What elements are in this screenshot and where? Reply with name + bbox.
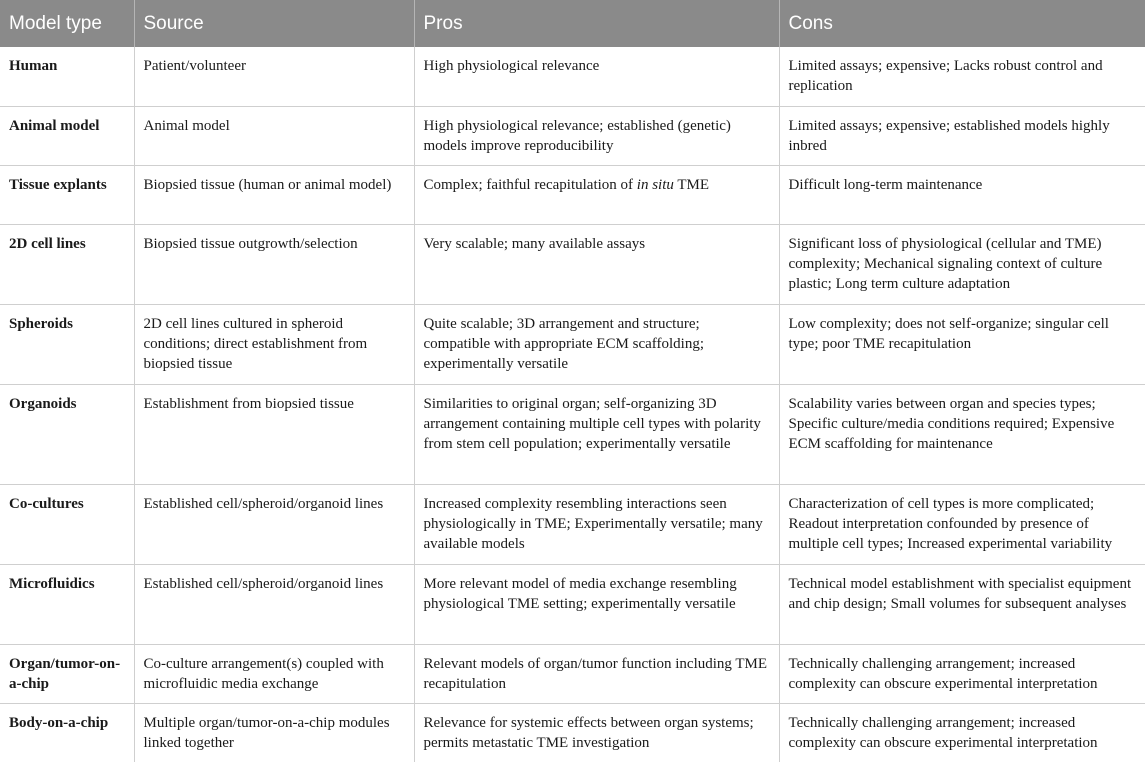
cell-model: Human [9, 58, 58, 74]
cell-cons: Low complexity; does not self-organize; singular cell type; poor TME recapitulation [779, 304, 1145, 384]
cell-source: Established cell/spheroid/organoid lines [134, 484, 414, 564]
cell-pros: More relevant model of media exchange resembling physiological TME setting; experimentally versatile [414, 564, 779, 644]
table-row [0, 564, 1145, 644]
cell-model: Animal model [0, 106, 134, 165]
cell-source: Animal model [134, 106, 414, 165]
header-pros: Pros [414, 0, 779, 47]
cell-model: Organoids [0, 384, 134, 484]
table-row [0, 304, 1145, 384]
cell-source: Patient/volunteer [134, 47, 414, 106]
cell-pros: High physiological relevance [414, 47, 779, 106]
cell-pros: Very scalable; many available assays [414, 224, 779, 304]
cell-pros: Similarities to original organ; self-organizing 3D arrangement containing multiple cell types with polarity from stem cell population; experimentally versatile [414, 384, 779, 484]
header-row [0, 0, 1145, 47]
table-row [0, 384, 1145, 484]
table-row [0, 703, 1145, 762]
pros-text-post: TME [673, 176, 710, 193]
cell-source: Establishment from biopsied tissue [134, 384, 414, 484]
cell-cons: Limited assays; expensive; established models highly inbred [779, 106, 1145, 165]
cell-model: Organ/tumor-on-a-chip [0, 644, 134, 703]
cell-model: 2D cell lines [0, 224, 134, 304]
cell-cons: Limited assays; expensive; Lacks robust control and replication [779, 47, 1145, 106]
cell-pros: Increased complexity resembling interactions seen physiologically in TME; Experimentally versatile; many available models [414, 484, 779, 564]
cell-source: Biopsied tissue outgrowth/selection [134, 224, 414, 304]
cell-model: Spheroids [0, 304, 134, 384]
table-row [0, 47, 1145, 106]
table-row [0, 165, 1145, 224]
header-model-type: Model type [0, 0, 134, 47]
cell-cons: Difficult long-term maintenance [779, 165, 1145, 224]
cell-model: Body-on-a-chip [0, 703, 134, 762]
cell-source: 2D cell lines cultured in spheroid conditions; direct establishment from biopsied tissue [134, 304, 414, 384]
cell-cons: Significant loss of physiological (cellular and TME) complexity; Mechanical signaling context of culture plastic; Long term culture adaptation [779, 224, 1145, 304]
header-source: Source [134, 0, 414, 47]
cell-source: Established cell/spheroid/organoid lines [134, 564, 414, 644]
cell-pros: Relevance for systemic effects between organ systems; permits metastatic TME investigation [414, 703, 779, 762]
cell-source: Multiple organ/tumor-on-a-chip modules linked together [134, 703, 414, 762]
cell-cons: Technically challenging arrangement; increased complexity can obscure experimental interpretation [779, 644, 1145, 703]
pros-text-italic: in situ [636, 176, 674, 193]
cell-model: Tissue explants [0, 165, 134, 224]
header-cons: Cons [779, 0, 1145, 47]
cell-model: Microfluidics [0, 564, 134, 644]
cell-source: Co-culture arrangement(s) coupled with microfluidic media exchange [134, 644, 414, 703]
table-row [0, 484, 1145, 564]
cell-cons: Technically challenging arrangement; increased complexity can obscure experimental interpretation [779, 703, 1145, 762]
cell-model: Co-cultures [0, 484, 134, 564]
cell-pros: Relevant models of organ/tumor function including TME recapitulation [414, 644, 779, 703]
table-row [0, 106, 1145, 165]
table-row [0, 224, 1145, 304]
cell-pros: Quite scalable; 3D arrangement and structure; compatible with appropriate ECM scaffolding; experimentally versatile [414, 304, 779, 384]
cell-cons: Scalability varies between organ and species types; Specific culture/media conditions required; Expensive ECM scaffolding for maintenance [779, 384, 1145, 484]
cell-cons: Technical model establishment with specialist equipment and chip design; Small volumes for subsequent analyses [779, 564, 1145, 644]
table-row [0, 644, 1145, 703]
cell-pros [414, 165, 779, 224]
cell-pros: High physiological relevance; established (genetic) models improve reproducibility [414, 106, 779, 165]
pros-text-pre: Complex; faithful recapitulation of [423, 176, 637, 193]
cell-cons: Characterization of cell types is more complicated; Readout interpretation confounded by presence of multiple cell types; Increased experimental variability [779, 484, 1145, 564]
cell-source: Biopsied tissue (human or animal model) [134, 165, 414, 224]
